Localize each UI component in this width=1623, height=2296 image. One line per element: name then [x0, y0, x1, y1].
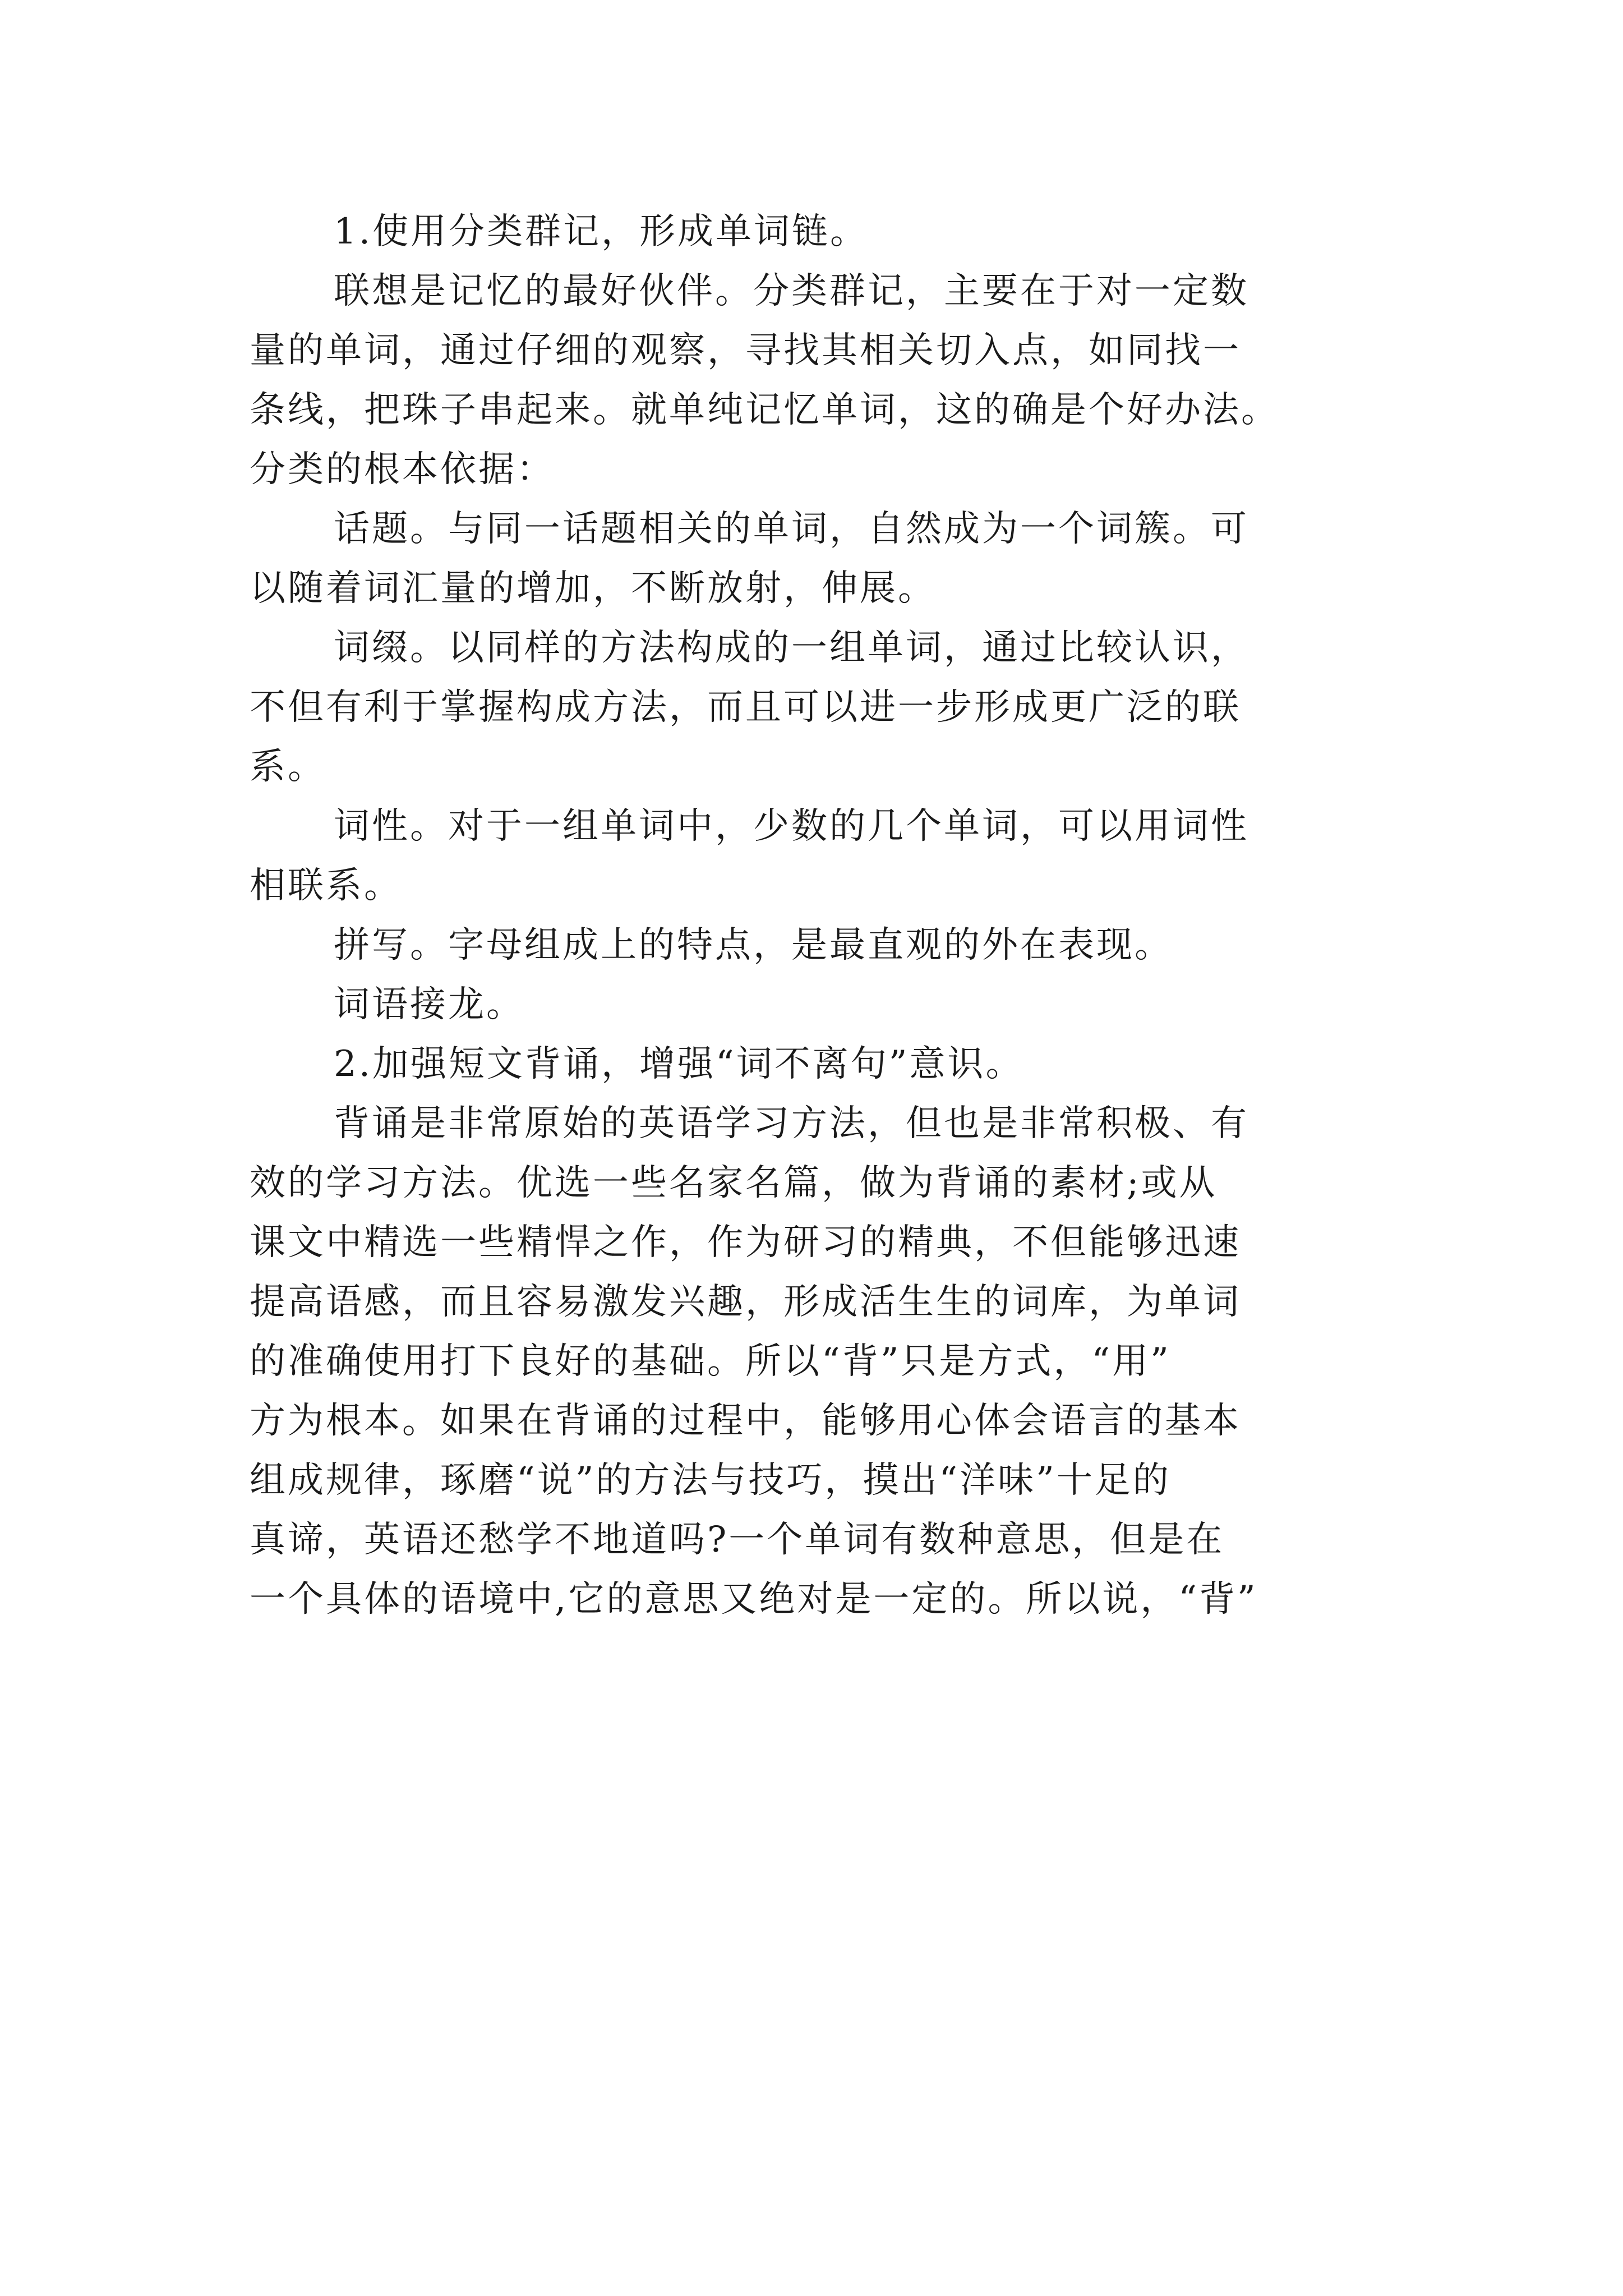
text-line: 一个具体的语境中,它的意思又绝对是一定的。所以说，“背” — [250, 1579, 1258, 1620]
text-line: 分类的根本依据： — [250, 449, 555, 490]
text-line: 相联系。 — [250, 865, 402, 907]
text-line: 话题。与同一话题相关的单词，自然成为一个词簇。可 — [334, 508, 1249, 550]
text-line: 系。 — [250, 746, 326, 788]
body-text — [250, 202, 1382, 1629]
text-line: 组成规律，琢磨“说”的方法与技巧，摸出“洋味”十足的 — [250, 1460, 1171, 1501]
text-line: 真谛，英语还愁学不地道吗?一个单词有数种意思，但是在 — [250, 1519, 1225, 1561]
text-line: 词语接龙。 — [334, 984, 524, 1025]
text-line: 词缀。以同样的方法构成的一组单词，通过比较认识， — [334, 627, 1249, 669]
text-line: 条线，把珠子串起来。就单纯记忆单词，这的确是个好办法。 — [250, 389, 1279, 431]
text-line: 的准确使用打下良好的基础。所以“背”只是方式，“用” — [250, 1341, 1171, 1382]
text-line: 词性。对于一组单词中，少数的几个单词，可以用词性 — [334, 806, 1249, 847]
text-line: 方为根本。如果在背诵的过程中，能够用心体会语言的基本 — [250, 1400, 1241, 1442]
text-line: 拼写。字母组成上的特点，是最直观的外在表现。 — [334, 924, 1173, 966]
text-line: 背诵是非常原始的英语学习方法，但也是非常积极、有 — [334, 1103, 1249, 1144]
text-line: 以随着词汇量的增加，不断放射，伸展。 — [250, 568, 936, 609]
text-line: 1.使用分类群记，形成单词链。 — [334, 211, 869, 252]
text-line: 联想是记忆的最好伙伴。分类群记，主要在于对一定数 — [334, 270, 1249, 312]
text-line: 课文中精选一些精悍之作，作为研习的精典，不但能够迅速 — [250, 1222, 1241, 1263]
text-line: 提高语感，而且容易激发兴趣，形成活生生的词库，为单词 — [250, 1281, 1241, 1323]
text-line: 2.加强短文背诵，增强“词不离句”意识。 — [334, 1043, 1024, 1085]
text-line: 量的单词，通过仔细的观察，寻找其相关切入点，如同找一 — [250, 330, 1241, 371]
text-line: 不但有利于掌握构成方法，而且可以进一步形成更广泛的联 — [250, 687, 1241, 728]
text-line: 效的学习方法。优选一些名家名篇，做为背诵的素材;或从 — [250, 1162, 1218, 1204]
